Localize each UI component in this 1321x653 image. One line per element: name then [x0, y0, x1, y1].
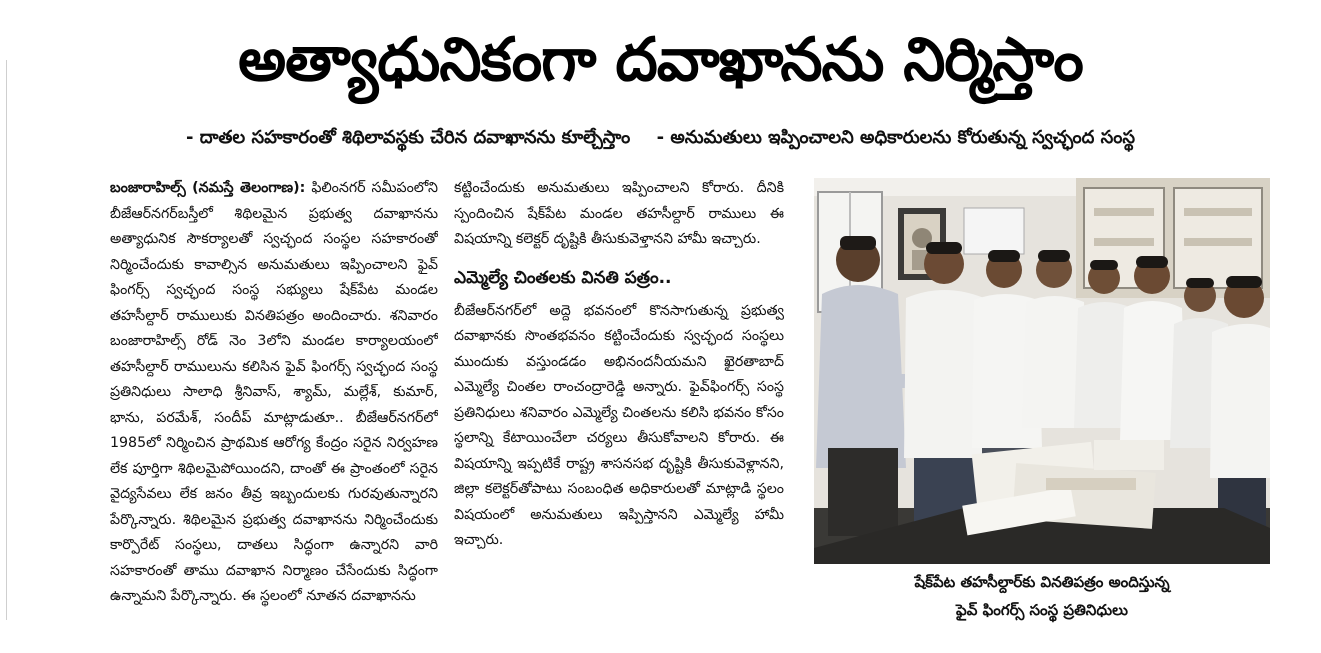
subheadline-2: - అనుమతులు ఇప్పించాలని అధికారులను కోరుతున్న స్వచ్ఛంద సంస్థ [656, 127, 1136, 148]
news-photo [814, 178, 1270, 564]
article-paragraph [110, 176, 438, 610]
article-paragraph-2: బీజేఆర్‌నగర్‌లో అద్దె భవనంలో కొనసాగుతున్న ప్రభుత్వ దవాఖానకు సొంతభవనం కట్టించేందుకు స్వచ్ఛంద సంస్థలు ముందుకు వస్తుండడం అభినందనీయమని ఖైరతాబాద్ ఎమ్మెల్యే చింతల రాంచంద్రారెడ్డి అన్నారు. ఫైవ్‌ఫింగర్స్ సంస్థ ప్రతినిధులు శనివారం ఎమ్మెల్యే చింతలను కలిసి భవనం కోసం స్థలాన్ని కేటాయించేలా చర్యలు తీసుకోవాలని కోరారు. ఈ విషయాన్ని ఇప్పటికే రాష్ట్ర శాసనసభ దృష్టికి తీసుకువెళ్లానని, జిల్లా కలెక్టర్‌తోపాటు సంబంధిత అధికారులతో మాట్లాడి స్థలం విషయంలో అనుమతులు ఇప్పిస్తానని ఎమ్మెల్యే హామీ ఇచ్చారు. [454, 302, 784, 548]
section-subheading: ఎమ్మెల్యే చింతలకు వినతి పత్రం.. [454, 267, 672, 288]
article-column-1 [110, 176, 438, 641]
article-column-2 [454, 176, 784, 641]
subheadline [0, 124, 1321, 152]
caption-line-2: ఫైవ్ ఫింగర్స్ సంస్థ ప్రతినిధులు [956, 601, 1128, 619]
article-paragraph-1: కట్టించేందుకు అనుమతులు ఇప్పించాలని కోరారు. దీనికి స్పందించిన షేక్‌పేట మండల తహసీల్దార్ రాములు ఈ విషయాన్ని కలెక్టర్ దృష్టికి తీసుకువెళ్తానని హామీ ఇచ్చారు. [454, 180, 784, 247]
photo-illustration [814, 178, 1270, 564]
body-text: ఫిలింనగర్ సమీపంలోని బీజేఆర్‌నగర్‌బస్తీలో శిథిలమైన ప్రభుత్వ దవాఖానను అత్యాధునిక సౌకర్యాలతో స్వచ్ఛంద సంస్థల సహకారంతో నిర్మించేందుకు కావాల్సిన అనుమతులు ఇప్పించాలని ఫైవ్ ఫింగర్స్ స్వచ్ఛంద సంస్థ సభ్యులు షేక్‌పేట మండల తహసీల్దార్ రాములుకు వినతిపత్రం అందించారు. శనివారం బంజారాహిల్స్ రోడ్ నెం 3లోని మండల కార్యాలయంలో తహసీల్దార్ రాములును కలిసిన ఫైవ్ ఫింగర్స్ స్వచ్ఛంద సంస్థ ప్రతినిధులు సాలాధి శ్రీనివాస్, శ్యామ్, మల్లేశ్, కుమార్, భాను, పరమేశ్, సందీప్ మాట్లాడుతూ.. బీజేఆర్‌నగర్‌లో 1985లో నిర్మించిన ప్రాథమిక ఆరోగ్య కేంద్రం సరైన నిర్వహణ లేక పూర్తిగా శిథిలమైపోయిందని, దాంతో ఈ ప్రాంతంలో సరైన వైద్యసేవలు లేక జనం తీవ్ర ఇబ్బందులకు గురవుతున్నారని పేర్కొన్నారు. శిథిలమైన ప్రభుత్వ దవాఖానను నిర్మించేందుకు కార్పొరేట్ సంస్థలు, దాతలు సిద్ధంగా ఉన్నారని వారి సహకారంతో తాము దవాఖాన నిర్మాణం చేసేందుకు సిద్ధంగా ఉన్నామని పేర్కొన్నారు. ఈ స్థలంలో నూతన దవాఖానను [110, 180, 438, 604]
caption-line-1: షేక్‌పేట తహసీల్దార్‌కు వినతిపత్రం అందిస్తున్న [914, 573, 1170, 591]
subheadline-1: - దాతల సహకారంతో శిథిలావస్థకు చేరిన దవాఖానను కూల్చేస్తాం [185, 127, 631, 148]
dateline: బంజారాహిల్స్ (నమస్తే తెలంగాణ): [110, 180, 306, 196]
photo-caption [814, 568, 1270, 624]
headline: అత్యాధునికంగా దవాఖానను నిర్మిస్తాం [238, 25, 1083, 95]
